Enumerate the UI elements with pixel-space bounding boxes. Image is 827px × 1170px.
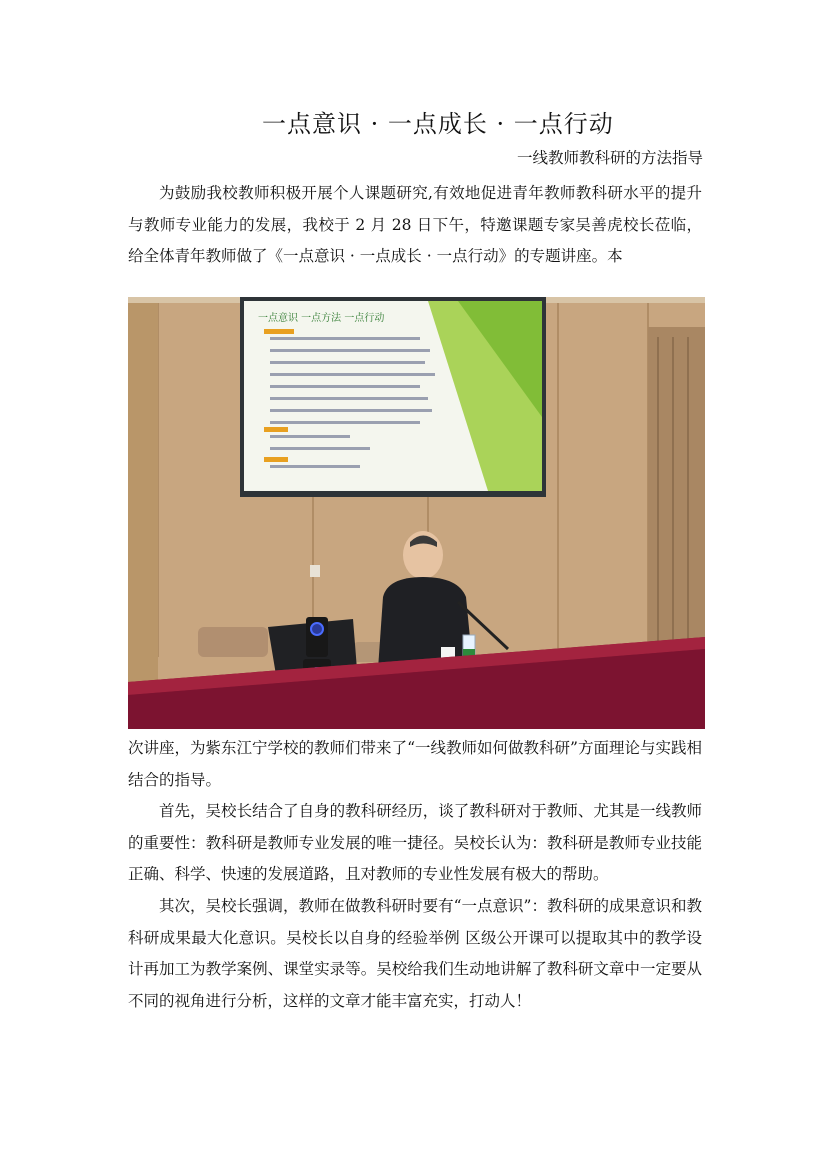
paragraph-intro: 为鼓励我校教师积极开展个人课题研究,有效地促进青年教师教科研水平的提升与教师专业能力的发展，我校于 2 月 28 日下午，特邀课题专家吴善虎校长莅临，给全体青年教师做了《一点意识 · 一点成长 · 一点行动》的专题讲座。本 [128,184,702,265]
slide-heading: 一点意识 一点方法 一点行动 [258,313,385,324]
paragraph-first-point: 首先，吴校长结合了自身的教科研经历，谈了教科研对于教师、尤其是一线教师的重要性：教科研是教师专业发展的唯一捷径。吴校长认为：教科研是教师专业技能正确、科学、快速的发展道路，且对教师的专业性发展有极大的帮助。 [128,802,702,883]
lecture-photo [128,297,705,729]
paragraph-second-point: 其次，吴校长强调，教师在做教科研时要有“一点意识”：教科研的成果意识和教科研成果最大化意识。吴校长以自身的经验举例 区级公开课可以提取其中的教学设计再加工为教学案例、课堂实录等。吴校给我们生动地讲解了教科研文章中一定要从不同的视角进行分析，这样的文章才能丰富充实，打动人！ [128,897,702,1010]
paragraph-intro-continued: 次讲座，为紫东江宁学校的教师们带来了“一线教师如何做教科研”方面理论与实践相结合的指导。 [128,739,702,789]
document-subtitle: 一线教师教科研的方法指导 [516,149,703,167]
document-title: 一点意识 · 一点成长 · 一点行动 [262,110,614,138]
